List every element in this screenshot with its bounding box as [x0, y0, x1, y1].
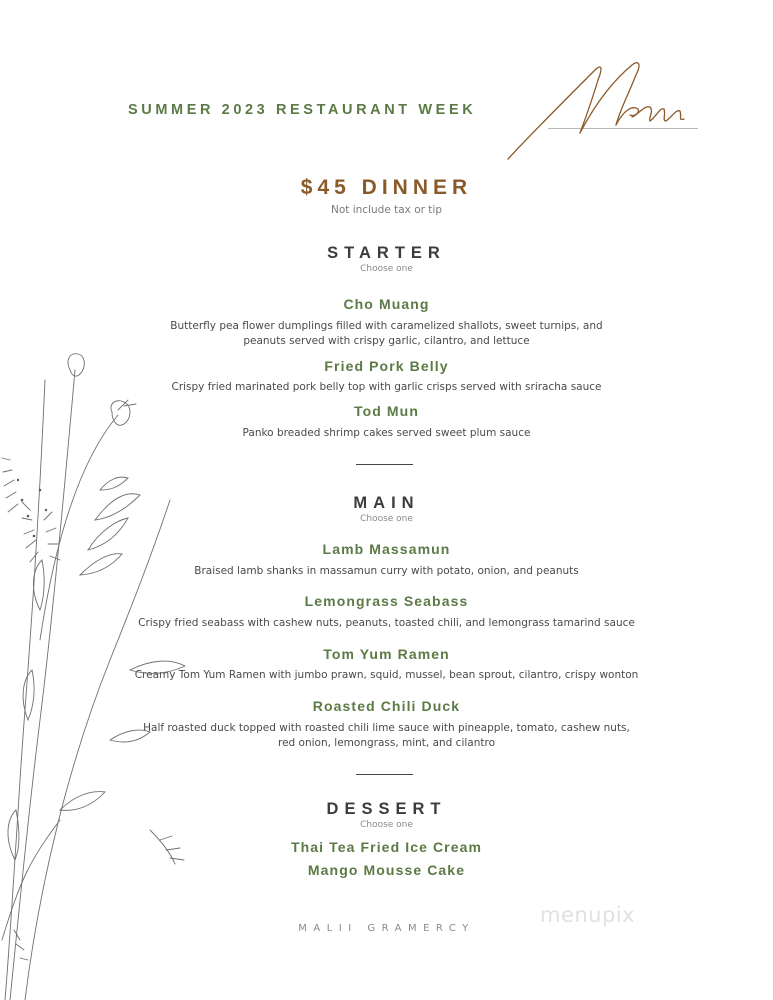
main-item-name: Roasted Chili Duck	[312, 698, 461, 714]
header-title: SUMMER 2023 RESTAURANT WEEK	[128, 102, 477, 118]
dessert-item-name: Thai Tea Fried Ice Cream	[290, 839, 483, 855]
wildflower-sketch-icon	[0, 340, 200, 1000]
starter-item-desc: Panko breaded shrimp cakes served sweet plum sauce	[242, 427, 531, 439]
main-item-name: Lemongrass Seabass	[304, 593, 469, 609]
main-item-desc: Half roasted duck topped with roasted chili lime sauce with pineapple, tomato, cashew nuts,	[143, 722, 630, 734]
main-item-desc: Crispy fried seabass with cashew nuts, peanuts, toasted chili, and lemongrass tamarind sauce	[138, 617, 635, 629]
starter-item-desc: Butterfly pea flower dumplings filled with caramelized shallots, sweet turnips, and	[170, 320, 603, 332]
dessert-subtitle: Choose one	[360, 820, 413, 830]
starter-item-desc: Crispy fried marinated pork belly top with garlic crisps served with sriracha sauce	[171, 381, 602, 393]
section-divider	[356, 464, 413, 465]
price-title: $45 DINNER	[300, 176, 473, 199]
main-item-name: Lamb Massamun	[322, 541, 451, 557]
main-item-desc: red onion, lemongrass, mint, and cilantro	[277, 737, 496, 749]
starter-item-desc: peanuts served with crispy garlic, cilantro, and lettuce	[243, 335, 530, 347]
main-item-desc: Creamy Tom Yum Ramen with jumbo prawn, squid, mussel, bean sprout, cilantro, crispy wonton	[134, 669, 639, 681]
starter-item-name: Tod Mun	[354, 403, 419, 419]
starter-item-name: Cho Muang	[343, 296, 430, 312]
starter-item-name: Fried Pork Belly	[324, 358, 449, 374]
main-subtitle: Choose one	[360, 514, 413, 524]
starter-subtitle: Choose one	[360, 264, 413, 274]
price-note: Not include tax or tip	[331, 204, 442, 216]
watermark: menupix	[540, 903, 636, 927]
dessert-item-name: Mango Mousse Cake	[307, 862, 466, 878]
menu-script-icon	[500, 55, 700, 170]
main-item-name: Tom Yum Ramen	[323, 646, 450, 662]
main-item-desc: Braised lamb shanks in massamun curry with potato, onion, and peanuts	[194, 565, 579, 577]
dessert-title: DESSERT	[326, 800, 447, 818]
footer-brand: MALII GRAMERCY	[298, 923, 475, 934]
section-divider	[356, 774, 413, 775]
main-title: MAIN	[353, 494, 420, 512]
starter-title: STARTER	[327, 244, 446, 262]
